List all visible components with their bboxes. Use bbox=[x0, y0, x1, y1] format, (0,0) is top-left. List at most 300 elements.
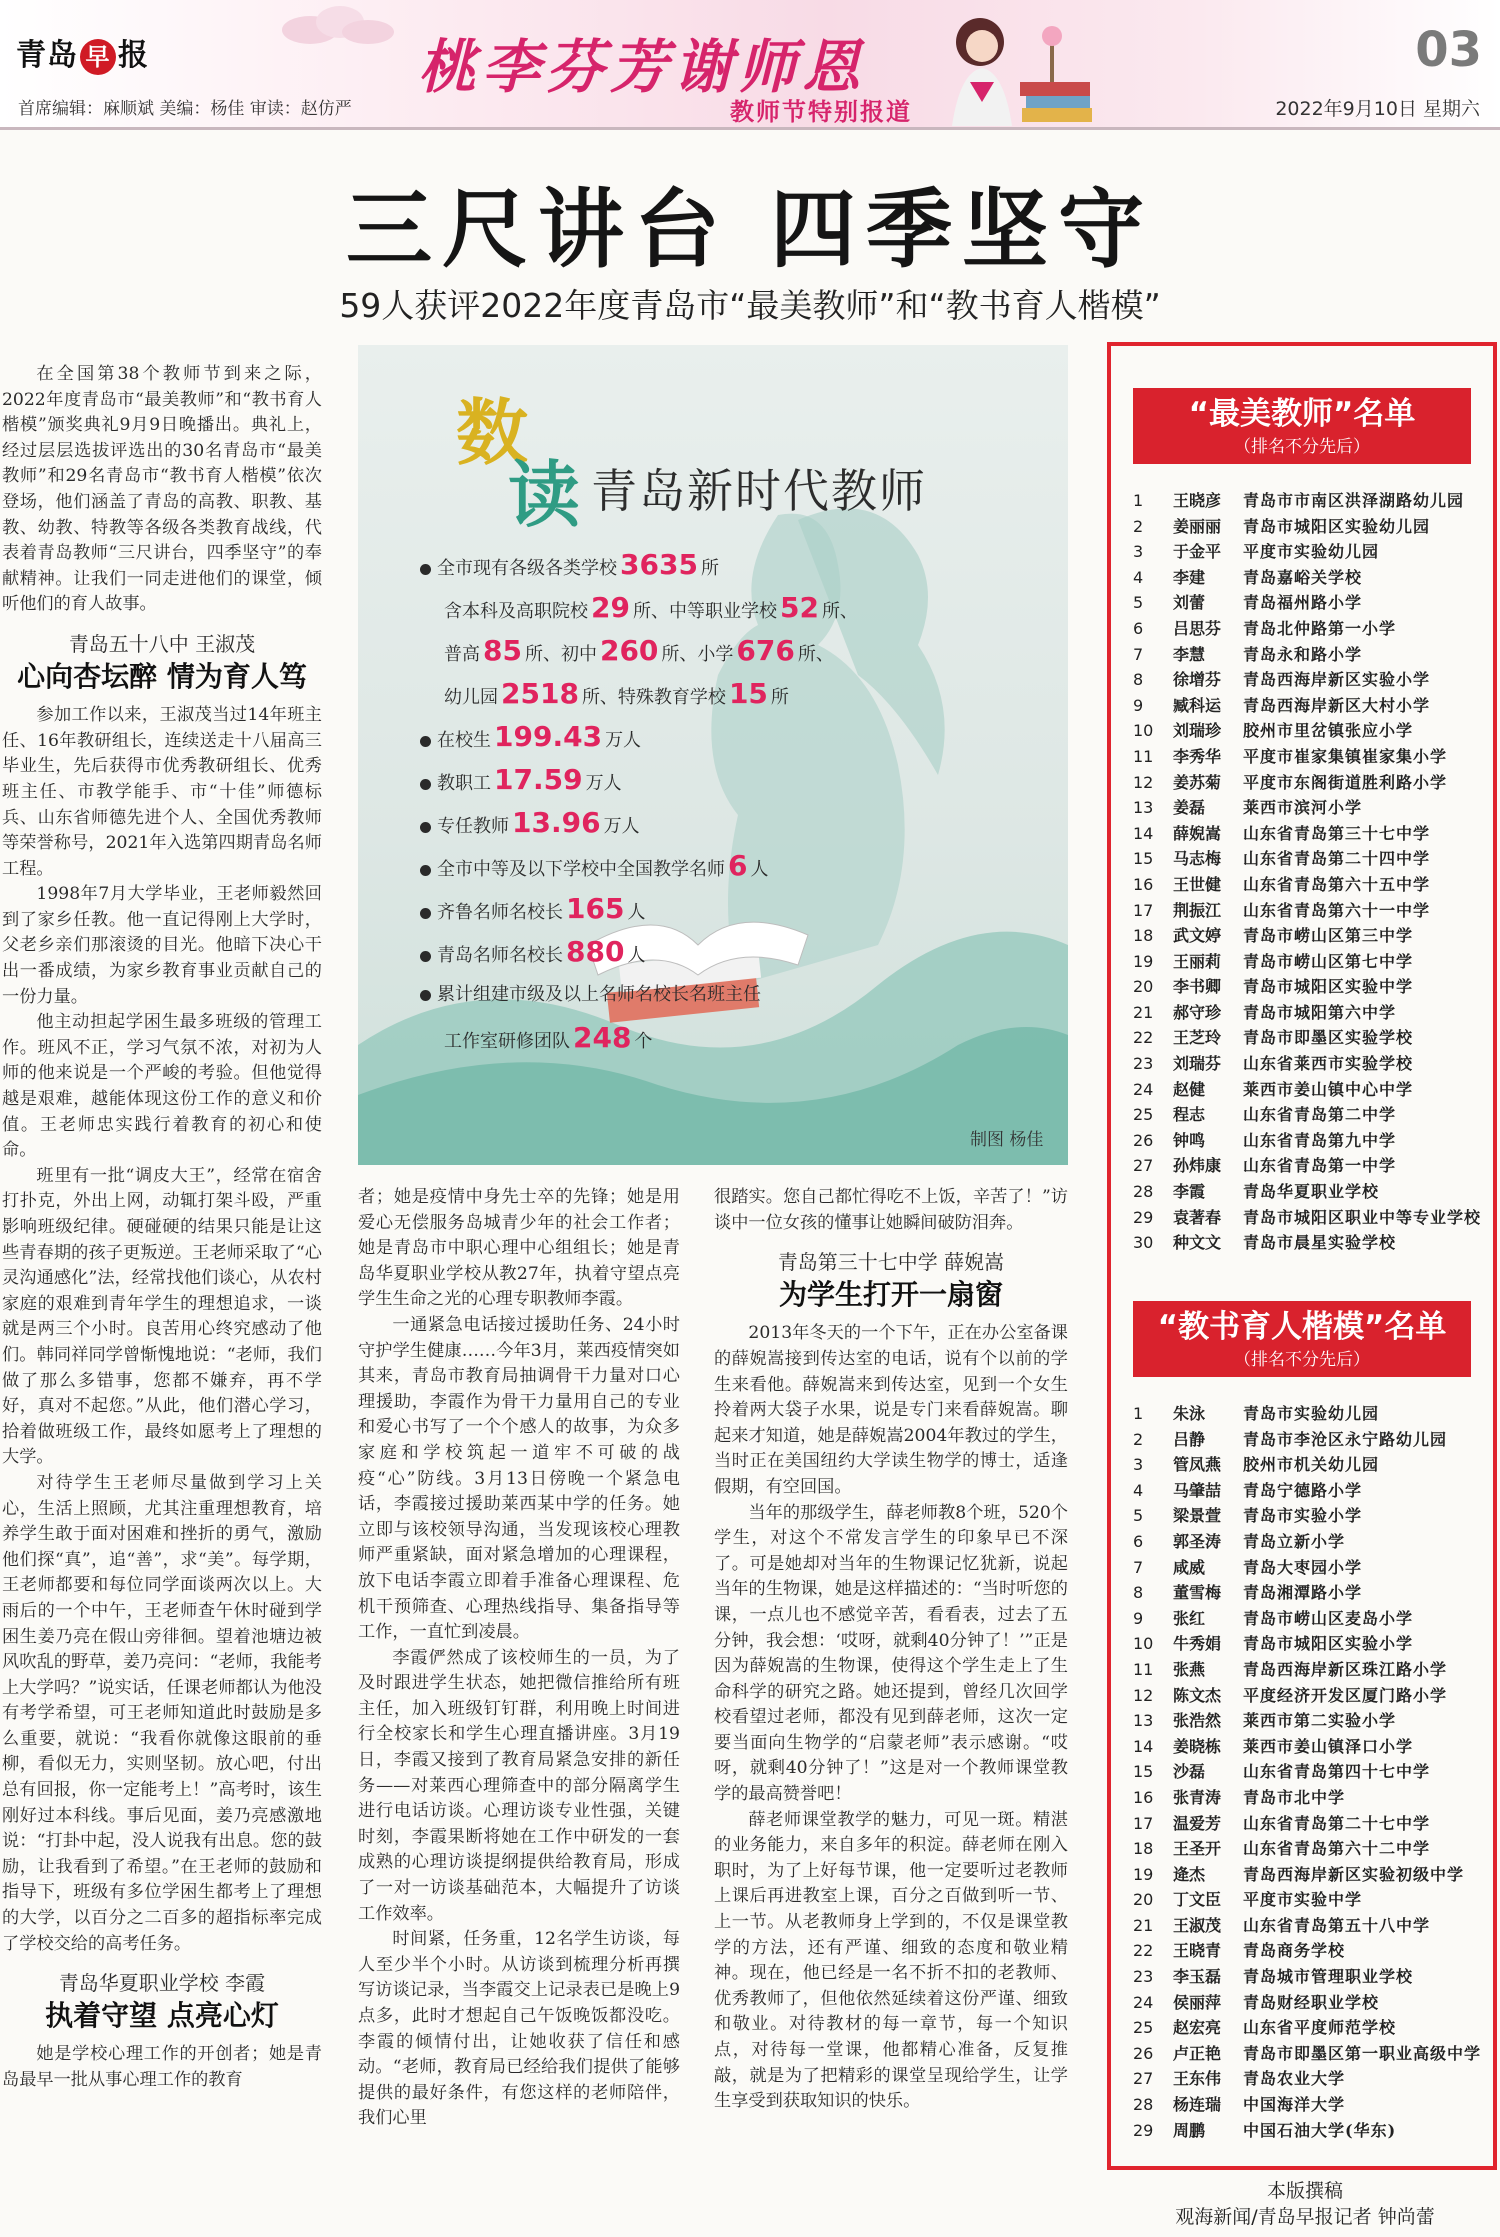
stat-item: 在校生 199.43 万人 bbox=[420, 715, 858, 758]
teacher-name: 赵健 bbox=[1173, 1079, 1206, 1099]
list-item bbox=[1133, 1811, 1493, 1837]
list-number: 10 bbox=[1133, 1634, 1154, 1654]
teacher-name: 于金平 bbox=[1173, 542, 1222, 562]
list-item bbox=[1133, 1683, 1493, 1709]
school-name: 平度经济开发区厦门路小学 bbox=[1243, 1685, 1448, 1705]
school-name: 山东省青岛第一中学 bbox=[1243, 1156, 1397, 1176]
list-number: 7 bbox=[1133, 1557, 1144, 1577]
list-item bbox=[1133, 2092, 1493, 2118]
paragraph: 他主动担起学困生最多班级的管理工作。班风不正，学习气氛不浓，对初为人师的他来说是一个严峻的考验。但他觉得越是艰难，越能体现这份工作的意义和价值。王老师忠实践行着教育的初心和使命。 bbox=[2, 1012, 322, 1161]
teacher-name: 逄杰 bbox=[1173, 1864, 1206, 1884]
stat-item: 专任教师 13.96 万人 bbox=[420, 801, 858, 844]
infographic-panel bbox=[358, 345, 1068, 1165]
list-number: 17 bbox=[1133, 1813, 1154, 1833]
list-item bbox=[1133, 1759, 1493, 1785]
teacher-name: 姜晓栋 bbox=[1173, 1736, 1222, 1756]
list-number: 29 bbox=[1133, 2120, 1154, 2140]
list-item bbox=[1133, 898, 1493, 924]
school-name: 青岛市崂山区麦岛小学 bbox=[1243, 1608, 1414, 1628]
list-number: 15 bbox=[1133, 1762, 1154, 1782]
teacher-name: 咸威 bbox=[1173, 1557, 1206, 1577]
list-item bbox=[1133, 2066, 1493, 2092]
list-number: 2 bbox=[1133, 516, 1144, 536]
list-item bbox=[1133, 1077, 1493, 1103]
stat-item: 全市中等及以下学校中全国教学名师 6 人 bbox=[420, 844, 858, 887]
honor-lists-panel bbox=[1107, 342, 1497, 2170]
school-name: 青岛西海岸新区大村小学 bbox=[1243, 695, 1431, 715]
list-item bbox=[1133, 1938, 1493, 1964]
list-number: 24 bbox=[1133, 1992, 1154, 2012]
list-number: 1 bbox=[1133, 1404, 1144, 1423]
list-number: 19 bbox=[1133, 1864, 1154, 1884]
paragraph: 对待学生王老师尽量做到学习上关心，生活上照顾，尤其注重理想教育，培养学生敢于面对困难和挫折的勇气，激励他们探“真”，追“善”，求“美”。每学期，王老师都要和每位同学面谈两次以上。大雨后的一个中午，王老师查午休时碰到学困生姜乃亮在假山旁徘徊。望着池塘边被风吹乱的野草，姜乃亮问：“老师，我能考上大学吗？”说实话，任课老师都认为他没有考学希望，可王老师知道此时鼓励是多么重要，就说：“我看你就像这眼前的垂柳，看似无力，实则坚韧。放心吧，付出总有回报，你一定能考上！”高考时，该生刚好过本科线。事后见面，姜乃亮感激地说：“打卦中起，没人说我有出息。您的鼓励，让我看到了希望。”在王老师的鼓励和指导下，班级有多位学困生都考上了理想的大学，以百分之二百多的超指标率完成了学校交给的高考任务。 bbox=[2, 1472, 322, 1954]
list-number: 16 bbox=[1133, 1787, 1154, 1807]
teacher-name: 马肇喆 bbox=[1173, 1480, 1222, 1500]
teacher-name: 王世健 bbox=[1173, 874, 1222, 894]
teacher-name: 郝守珍 bbox=[1173, 1002, 1222, 1022]
paragraph: 参加工作以来，王淑茂当过14年班主任、16年教研组长，连续送走十八届高三毕业生，先后获得市优秀教研组长、优秀班主任、市教学能手、市“十佳”师德标兵、山东省师德先进个人、全国优秀教师等荣誉称号，2021年入选第四期青岛名师工程。 bbox=[2, 705, 322, 879]
list-number: 10 bbox=[1133, 721, 1154, 741]
school-name: 青岛湘潭路小学 bbox=[1243, 1583, 1363, 1603]
school-name: 青岛市李沧区永宁路幼儿园 bbox=[1243, 1429, 1448, 1449]
school-name: 青岛大枣园小学 bbox=[1243, 1557, 1363, 1577]
list-item bbox=[1133, 846, 1493, 872]
school-name: 山东省平度师范学校 bbox=[1243, 2018, 1397, 2038]
list-item bbox=[1133, 1102, 1493, 1128]
school-name: 青岛立新小学 bbox=[1243, 1531, 1346, 1551]
masthead bbox=[0, 0, 1500, 127]
list-number: 3 bbox=[1133, 542, 1144, 562]
teacher-name: 马志梅 bbox=[1173, 849, 1222, 869]
school-name: 青岛市城阳区实验中学 bbox=[1243, 977, 1414, 997]
school-name: 山东省青岛第三十七中学 bbox=[1243, 823, 1431, 843]
list-number: 18 bbox=[1133, 926, 1154, 946]
teacher-name: 荆振江 bbox=[1173, 900, 1222, 920]
school-name: 青岛市城阳区职业中等专业学校 bbox=[1243, 1207, 1482, 1227]
list-number: 23 bbox=[1133, 1054, 1154, 1074]
list-number: 5 bbox=[1133, 1506, 1144, 1526]
school-name: 青岛市实验小学 bbox=[1243, 1506, 1363, 1526]
teacher-name: 姜磊 bbox=[1173, 798, 1206, 818]
infographic-title-char-2: 读 bbox=[508, 453, 581, 537]
school-name: 青岛西海岸新区实验初级中学 bbox=[1243, 1864, 1465, 1884]
list-item bbox=[1133, 1990, 1493, 2016]
teacher-name: 牛秀娟 bbox=[1173, 1634, 1222, 1654]
list-number: 21 bbox=[1133, 1915, 1154, 1935]
list-item bbox=[1133, 1478, 1493, 1504]
teacher-name: 武文婷 bbox=[1173, 926, 1222, 946]
list-item bbox=[1133, 642, 1493, 668]
school-name: 莱西市滨河小学 bbox=[1243, 798, 1363, 818]
school-name: 平度市实验中学 bbox=[1243, 1890, 1363, 1910]
list-item bbox=[1133, 1785, 1493, 1811]
list-item bbox=[1133, 693, 1493, 719]
graphic-credit: 制图 杨佳 bbox=[970, 1130, 1044, 1150]
school-name: 胶州市里岔镇张应小学 bbox=[1243, 721, 1414, 741]
school-name: 山东省莱西市实验学校 bbox=[1243, 1054, 1414, 1074]
teacher-name: 陈文杰 bbox=[1173, 1685, 1222, 1705]
list-number: 26 bbox=[1133, 1130, 1154, 1150]
teacher-name: 李玉磊 bbox=[1173, 1967, 1222, 1987]
article-column-2 bbox=[358, 1185, 680, 2132]
list-number: 12 bbox=[1133, 1685, 1154, 1705]
list-number: 6 bbox=[1133, 618, 1144, 638]
stat-item: 教职工 17.59 万人 bbox=[420, 758, 858, 801]
school-name: 山东省青岛第二十四中学 bbox=[1243, 849, 1431, 869]
list-number: 26 bbox=[1133, 2043, 1154, 2063]
teacher-name: 姜苏菊 bbox=[1173, 772, 1222, 792]
stat-item: 普高 85 所、初中 260 所、小学 676 所、 bbox=[444, 634, 834, 667]
list-item bbox=[1133, 1205, 1493, 1231]
teacher-name: 吕静 bbox=[1173, 1429, 1206, 1449]
list-number: 14 bbox=[1133, 823, 1154, 843]
list-number: 6 bbox=[1133, 1531, 1144, 1551]
most-beautiful-teachers-list bbox=[1133, 488, 1493, 1256]
list-number: 7 bbox=[1133, 644, 1144, 664]
teacher-name: 周鹏 bbox=[1173, 2120, 1206, 2140]
teacher-name: 张红 bbox=[1173, 1608, 1206, 1628]
paragraph: 李霞俨然成了该校师生的一员，为了及时跟进学生状态，她把微信推给所有班主任，加入班级钉钉群，利用晚上时间进行全校家长和学生心理直播讲座。3月19日，李霞又接到了教育局紧急安排的新任务——对莱西心理筛查中的部分隔离学生进行电话访谈。心理访谈专业性强，关键时刻，李霞果断将她在工作中研发的一套成熟的心理访谈提纲提供给教育局，形成了一对一访谈基础范本，大幅提升了访谈工作效率。 bbox=[358, 1647, 680, 1924]
school-name: 平度市实验幼儿园 bbox=[1243, 542, 1380, 562]
page-headline: 三尺讲台 四季坚守 bbox=[346, 179, 1154, 280]
list-item bbox=[1133, 2118, 1493, 2144]
school-name: 青岛市城阳第六中学 bbox=[1243, 1002, 1397, 1022]
teacher-name: 臧科运 bbox=[1173, 695, 1222, 715]
list-number: 27 bbox=[1133, 1156, 1154, 1176]
list-number: 15 bbox=[1133, 849, 1154, 869]
school-name: 青岛市城阳区实验幼儿园 bbox=[1243, 516, 1431, 536]
list-item bbox=[1133, 718, 1493, 744]
stat-item: 累计组建市级及以上名师名校长名班主任 bbox=[420, 973, 858, 1016]
list-number: 23 bbox=[1133, 1967, 1154, 1987]
list-item bbox=[1133, 1153, 1493, 1179]
teacher-name: 张青涛 bbox=[1173, 1787, 1222, 1807]
teacher-name: 孙炜康 bbox=[1173, 1156, 1222, 1176]
school-name: 平度市崔家集镇崔家集小学 bbox=[1243, 746, 1448, 766]
list-number: 1 bbox=[1133, 491, 1144, 510]
list-number: 27 bbox=[1133, 2069, 1154, 2089]
teacher-name: 程志 bbox=[1173, 1105, 1206, 1125]
stat-item: 全市现有各级各类学校 3635 所 bbox=[420, 543, 858, 586]
teacher-name: 王圣开 bbox=[1173, 1839, 1222, 1859]
list-item bbox=[1133, 1128, 1493, 1154]
article-heading: 为学生打开一扇窗 bbox=[778, 1277, 1003, 1311]
teacher-name: 朱泳 bbox=[1173, 1404, 1206, 1423]
teacher-name: 张燕 bbox=[1173, 1659, 1206, 1679]
teacher-name: 薛婗嵩 bbox=[1173, 823, 1222, 843]
teacher-name: 梁景萱 bbox=[1173, 1506, 1222, 1526]
school-name: 青岛永和路小学 bbox=[1243, 644, 1363, 664]
list-item bbox=[1133, 1555, 1493, 1581]
school-name: 青岛市城阳区实验小学 bbox=[1243, 1634, 1414, 1654]
teacher-name: 袁著春 bbox=[1173, 1207, 1222, 1227]
masthead-divider bbox=[0, 127, 1500, 130]
list-item bbox=[1133, 872, 1493, 898]
teacher-name: 刘瑞珍 bbox=[1173, 721, 1222, 741]
stats-list bbox=[420, 543, 858, 1059]
article-heading: 心向杏坛醉 情为育人笃 bbox=[17, 659, 307, 693]
school-name: 莱西市第二实验小学 bbox=[1243, 1711, 1397, 1731]
list-item bbox=[1133, 1401, 1493, 1427]
list-item bbox=[1133, 1913, 1493, 1939]
list-number: 22 bbox=[1133, 1941, 1154, 1961]
list-item bbox=[1133, 1887, 1493, 1913]
list-number: 17 bbox=[1133, 900, 1154, 920]
article-column-3 bbox=[714, 1185, 1068, 2115]
list-item bbox=[1133, 2015, 1493, 2041]
bullet-icon bbox=[420, 951, 431, 962]
article-byline: 青岛华夏职业学校 李霞 bbox=[58, 1971, 266, 1996]
school-name: 青岛北仲路第一小学 bbox=[1243, 618, 1397, 638]
bullet-icon bbox=[420, 865, 431, 876]
list-item bbox=[1133, 1657, 1493, 1683]
list-item bbox=[1133, 949, 1493, 975]
list-item bbox=[1133, 667, 1493, 693]
list-number: 3 bbox=[1133, 1455, 1144, 1475]
list-number: 9 bbox=[1133, 1608, 1144, 1628]
list-item bbox=[1133, 744, 1493, 770]
list-item bbox=[1133, 1606, 1493, 1632]
school-name: 青岛华夏职业学校 bbox=[1243, 1182, 1380, 1202]
school-name: 青岛市实验幼儿园 bbox=[1243, 1404, 1380, 1423]
school-name: 莱西市姜山镇中心中学 bbox=[1243, 1079, 1414, 1099]
list-item bbox=[1133, 770, 1493, 796]
school-name: 青岛农业大学 bbox=[1243, 2069, 1346, 2089]
list-item bbox=[1133, 1000, 1493, 1026]
school-name: 青岛福州路小学 bbox=[1243, 593, 1363, 613]
bullet-icon bbox=[420, 908, 431, 919]
article-heading: 执着守望 点亮心灯 bbox=[45, 1998, 279, 2032]
paragraph: 一通紧急电话接过援助任务、24小时守护学生健康……今年3月，莱西疫情突如其来，青岛市教育局抽调骨干力量对口心理援助，李霞作为骨干力量用自己的专业和爱心书写了一个个感人的故事，为众多家庭和学校筑起一道牢不可破的战疫“心”防线。3月13日傍晚一个紧急电话，李霞接过援助莱西某中学的任务。她立即与该校领导沟通，当发现该校心理教师严重紧缺，面对紧急增加的心理课程，放下电话李霞立即着手准备心理课程、危机干预筛查、心理热线指导、集备指导等工作，一直忙到凌晨。 bbox=[358, 1314, 680, 1643]
bullet-icon bbox=[420, 564, 431, 575]
school-name: 青岛市崂山区第三中学 bbox=[1243, 926, 1414, 946]
teacher-name: 吕思芬 bbox=[1173, 618, 1222, 638]
list-item bbox=[1133, 539, 1493, 565]
teacher-name: 刘瑞芬 bbox=[1173, 1054, 1222, 1074]
list-number: 25 bbox=[1133, 1105, 1154, 1125]
teacher-name: 种文文 bbox=[1173, 1233, 1222, 1253]
article-column-1 bbox=[0, 362, 322, 2094]
infographic-title: 青岛新时代教师 bbox=[591, 464, 927, 518]
list-item bbox=[1133, 488, 1493, 514]
teacher-name: 杨连瑞 bbox=[1173, 2095, 1222, 2115]
paragraph: 时间紧，任务重，12名学生访谈，每人至少半个小时。从访谈到梳理分析再撰写访谈记录，当李霞交上记录表已是晚上9点多，此时才想起自己午饭晚饭都没吃。李霞的倾情付出，让她收获了信任和感动。“老师，教育局已经给我们提供了能够提供的最好条件，有您这样的老师陪伴，我们心里 bbox=[358, 1929, 680, 2129]
teacher-name: 刘蕾 bbox=[1173, 593, 1206, 613]
list-header-model-educators: “教书育人楷模”名单 （排名不分先后） bbox=[1133, 1301, 1471, 1377]
school-name: 青岛西海岸新区实验小学 bbox=[1243, 670, 1431, 690]
list-number: 5 bbox=[1133, 593, 1144, 613]
list-item bbox=[1133, 821, 1493, 847]
list-number: 8 bbox=[1133, 670, 1144, 690]
list-number: 20 bbox=[1133, 977, 1154, 997]
teacher-name: 王晓彦 bbox=[1173, 491, 1222, 510]
page-subheadline: 59人获评2022年度青岛市“最美教师”和“教书育人楷模” bbox=[339, 286, 1161, 325]
list-item bbox=[1133, 1179, 1493, 1205]
teacher-name: 徐增芬 bbox=[1173, 670, 1222, 690]
school-name: 青岛嘉峪关学校 bbox=[1243, 567, 1363, 587]
intro-paragraph: 在全国第38个教师节到来之际，2022年度青岛市“最美教师”和“教书育人楷模”颁奖典礼9月9日晚播出。典礼上，经过层层选拔评选出的30名青岛市“最美教师”和29名青岛市“教书育人楷模”依次登场，他们涵盖了青岛的高教、职教、基教、幼教、特教等各级各类教育战线，代表着青岛教师“三尺讲台，四季坚守”的奉献精神。让我们一同走进他们的课堂，倾听他们的育人故事。 bbox=[2, 364, 322, 615]
list-number: 28 bbox=[1133, 1182, 1154, 1202]
paragraph: 很踏实。您自己都忙得吃不上饭，辛苦了！”访谈中一位女孩的懂事让她瞬间破防泪奔。 bbox=[714, 1187, 1068, 1233]
teacher-name: 李建 bbox=[1173, 567, 1206, 587]
list-item bbox=[1133, 1734, 1493, 1760]
list-number: 20 bbox=[1133, 1890, 1154, 1910]
teacher-name: 李书卿 bbox=[1173, 977, 1222, 997]
list-item bbox=[1133, 974, 1493, 1000]
teacher-name: 王东伟 bbox=[1173, 2069, 1222, 2089]
list-number: 24 bbox=[1133, 1079, 1154, 1099]
list-number: 25 bbox=[1133, 2018, 1154, 2038]
list-item bbox=[1133, 1025, 1493, 1051]
teacher-name: 温爱芳 bbox=[1173, 1813, 1222, 1833]
school-name: 山东省青岛第二中学 bbox=[1243, 1105, 1397, 1125]
model-educators-list bbox=[1133, 1401, 1493, 2143]
bullet-icon bbox=[420, 822, 431, 833]
teacher-name: 董雪梅 bbox=[1173, 1583, 1222, 1603]
school-name: 平度市东阁街道胜利路小学 bbox=[1243, 772, 1448, 792]
list-number: 13 bbox=[1133, 1711, 1154, 1731]
list-number: 21 bbox=[1133, 1002, 1154, 1022]
list-number: 18 bbox=[1133, 1839, 1154, 1859]
bullet-icon bbox=[420, 990, 431, 1001]
issue-date: 2022年9月10日 星期六 bbox=[1275, 98, 1480, 120]
list-item bbox=[1133, 923, 1493, 949]
teacher-name: 郭圣涛 bbox=[1173, 1531, 1222, 1551]
paragraph: 当年的那级学生，薛老师教8个班，520个学生，对这个不常发言学生的印象早已不深了。可是她却对当年的生物课记忆犹新，说起当年的生物课，她是这样描述的：“当时听您的课，一点儿也不感觉辛苦，看看表，过去了五分钟，我会想：‘哎呀，就剩40分钟了！’”正是因为薛婗嵩的生物课，使得这个学生走上了生命科学的研究之路。她还提到，曾经几次回学校看望过老师，都没有见到薛老师，这次一定要当面向生物学的“启蒙老师”表示感谢。“哎呀，就剩40分钟了！”这是对一个教师课堂教学的最高赞誉吧！ bbox=[714, 1502, 1068, 1805]
teacher-name: 李秀华 bbox=[1173, 746, 1222, 766]
list-number: 11 bbox=[1133, 1659, 1154, 1679]
paragraph: 班里有一批“调皮大王”，经常在宿舍打扑克，外出上网，动辄打架斗殴，严重影响班级纪律。硬碰硬的结果只能是让这些青春期的孩子更叛逆。王老师采取了“心灵沟通感化”法，经常找他们谈心，从农村家庭的艰难到青年学生的理想追求，一谈就是两三个小时。良苦用心终究感动了他们。韩同祥同学曾惭愧地说：“老师，我们做了那么多错事，您都不嫌弃，再不学好，真对不起您。”从此，他们潜心学习，拾着做班级工作，最终如愿考上了理想的大学。 bbox=[2, 1165, 322, 1468]
list-item bbox=[1133, 1964, 1493, 1990]
editors-line: 首席编辑：麻顺斌 美编：杨佳 审读：赵仿严 bbox=[18, 99, 352, 119]
school-name: 胶州市机关幼儿园 bbox=[1243, 1455, 1380, 1475]
list-number: 22 bbox=[1133, 1028, 1154, 1048]
teacher-name: 王晓青 bbox=[1173, 1941, 1222, 1961]
article-byline: 青岛五十八中 王淑茂 bbox=[68, 631, 256, 656]
school-name: 青岛市即墨区第一职业高级中学 bbox=[1243, 2043, 1482, 2063]
teacher-name: 王丽莉 bbox=[1173, 951, 1222, 971]
list-number: 4 bbox=[1133, 1480, 1144, 1500]
teacher-name: 管凤燕 bbox=[1173, 1455, 1222, 1475]
school-name: 青岛城市管理职业学校 bbox=[1243, 1967, 1414, 1987]
stat-item: 含本科及高职院校 29 所、中等职业学校 52 所、 bbox=[444, 591, 858, 624]
school-name: 山东省青岛第四十七中学 bbox=[1243, 1762, 1431, 1782]
list-number: 4 bbox=[1133, 567, 1144, 587]
page-number: 03 bbox=[1415, 22, 1482, 78]
list-item bbox=[1133, 1580, 1493, 1606]
list-item bbox=[1133, 1862, 1493, 1888]
list-header-most-beautiful-teachers: “最美教师”名单 （排名不分先后） bbox=[1133, 388, 1471, 464]
list-item bbox=[1133, 795, 1493, 821]
list-item bbox=[1133, 1230, 1493, 1256]
list-number: 11 bbox=[1133, 746, 1154, 766]
stat-item: 青岛名师名校长 880 人 bbox=[420, 930, 858, 973]
list-number: 19 bbox=[1133, 951, 1154, 971]
school-name: 青岛市即墨区实验学校 bbox=[1243, 1028, 1414, 1048]
stat-item: 工作室研修团队 248 个 bbox=[444, 1021, 653, 1054]
list-item bbox=[1133, 1503, 1493, 1529]
list-number: 16 bbox=[1133, 874, 1154, 894]
bullet-icon bbox=[420, 736, 431, 747]
teacher-name: 张浩然 bbox=[1173, 1711, 1222, 1731]
school-name: 青岛西海岸新区珠江路小学 bbox=[1243, 1659, 1448, 1679]
paper-logo: 青岛 早 报 bbox=[16, 38, 149, 73]
teacher-name: 丁文臣 bbox=[1173, 1890, 1222, 1910]
cloud-decoration-icon bbox=[280, 0, 400, 60]
list-number: 29 bbox=[1133, 1207, 1154, 1227]
list-number: 12 bbox=[1133, 772, 1154, 792]
bullet-icon bbox=[420, 779, 431, 790]
teacher-name: 李慧 bbox=[1173, 644, 1206, 664]
list-number: 30 bbox=[1133, 1233, 1154, 1253]
school-name: 青岛市崂山区第七中学 bbox=[1243, 951, 1414, 971]
list-item bbox=[1133, 1452, 1493, 1478]
paragraph: 者；她是疫情中身先士卒的先锋；她是用爱心无偿服务岛城青少年的社会工作者；她是青岛市中职心理中心组组长；她是青岛华夏职业学校从教27年，执着守望点亮学生生命之光的心理专职教师李霞。 bbox=[358, 1187, 680, 1310]
teacher-name: 王淑茂 bbox=[1173, 1915, 1222, 1935]
list-item bbox=[1133, 1631, 1493, 1657]
school-name: 青岛财经职业学校 bbox=[1243, 1992, 1380, 2012]
list-item bbox=[1133, 2041, 1493, 2067]
school-name: 青岛市市南区洪泽湖路幼儿园 bbox=[1243, 491, 1465, 510]
school-name: 山东省青岛第六十五中学 bbox=[1243, 874, 1431, 894]
list-item bbox=[1133, 1051, 1493, 1077]
school-name: 山东省青岛第九中学 bbox=[1243, 1130, 1397, 1150]
article-byline: 青岛第三十七中学 薛婗嵩 bbox=[777, 1250, 1005, 1275]
special-report-label: 教师节特别报道 bbox=[730, 98, 912, 126]
teacher-name: 卢正艳 bbox=[1173, 2043, 1222, 2063]
teacher-name: 沙磊 bbox=[1173, 1762, 1206, 1782]
list-number: 28 bbox=[1133, 2095, 1154, 2115]
school-name: 中国石油大学(华东) bbox=[1243, 2120, 1397, 2140]
school-name: 青岛市晨星实验学校 bbox=[1243, 1233, 1397, 1253]
teacher-illustration-icon bbox=[900, 2, 1100, 126]
list-item bbox=[1133, 590, 1493, 616]
school-name: 青岛商务学校 bbox=[1243, 1941, 1346, 1961]
theme-title: 桃李芬芳谢师恩 bbox=[418, 33, 867, 101]
infographic-title-char-1: 数 bbox=[456, 391, 529, 475]
school-name: 莱西市姜山镇泽口小学 bbox=[1243, 1736, 1414, 1756]
list-item bbox=[1133, 1529, 1493, 1555]
page-credit: 本版撰稿 观海新闻/青岛早报记者 钟尚蕾 bbox=[1175, 2180, 1435, 2228]
list-item bbox=[1133, 1427, 1493, 1453]
list-item bbox=[1133, 1708, 1493, 1734]
stat-item: 幼儿园 2518 所、特殊教育学校 15 所 bbox=[444, 677, 789, 710]
school-name: 青岛市北中学 bbox=[1243, 1787, 1346, 1807]
list-number: 8 bbox=[1133, 1583, 1144, 1603]
teacher-name: 侯丽萍 bbox=[1173, 1992, 1222, 2012]
stat-item: 齐鲁名师名校长 165 人 bbox=[420, 887, 858, 930]
teacher-name: 李霞 bbox=[1173, 1182, 1206, 1202]
teacher-name: 赵宏亮 bbox=[1173, 2018, 1222, 2038]
list-number: 2 bbox=[1133, 1429, 1144, 1449]
school-name: 山东省青岛第二十七中学 bbox=[1243, 1813, 1431, 1833]
school-name: 山东省青岛第五十八中学 bbox=[1243, 1915, 1431, 1935]
school-name: 山东省青岛第六十二中学 bbox=[1243, 1839, 1431, 1859]
paragraph: 1998年7月大学毕业，王老师毅然回到了家乡任教。他一直记得刚上大学时，父老乡亲们那滚烫的目光。他暗下决心干出一番成绩，为家乡教育事业贡献自己的一份力量。 bbox=[2, 884, 322, 1007]
teacher-name: 王芝玲 bbox=[1173, 1028, 1222, 1048]
paragraph: 2013年冬天的一个下午，正在办公室备课的薛婗嵩接到传达室的电话，说有个以前的学生来看他。薛婗嵩来到传达室，见到一个女生拎着两大袋子水果，说是专门来看薛婗嵩。聊起来才知道，她是薛婗嵩2004年教过的学生，当时正在美国纽约大学读生物学的博士，适逢假期，有空回国。 bbox=[714, 1323, 1068, 1497]
paragraph: 薛老师课堂教学的魅力，可见一斑。精湛的业务能力，来自多年的积淀。薛老师在刚入职时，为了上好每节课，他一定要听过老教师上课后再进教室上课，百分之百做到听一节、上一节。从老教师身上学到的，不仅是课堂教学的方法，还有严谨、细致的态度和敬业精神。现在，他已经是一名不折不扣的老教师、优秀教师了，但他依然延续着这份严谨、细致和敬业。对待教材的每一章节，每一个知识点，对待每一堂课，他都精心准备，反复推敲，就是为了把精彩的课堂呈现给学生，让学生享受到获取知识的快乐。 bbox=[714, 1809, 1068, 2112]
list-number: 9 bbox=[1133, 695, 1144, 715]
list-number: 13 bbox=[1133, 798, 1154, 818]
list-item bbox=[1133, 514, 1493, 540]
list-item bbox=[1133, 565, 1493, 591]
school-name: 青岛宁德路小学 bbox=[1243, 1480, 1363, 1500]
list-item bbox=[1133, 616, 1493, 642]
school-name: 山东省青岛第六十一中学 bbox=[1243, 900, 1431, 920]
teacher-name: 姜丽丽 bbox=[1173, 516, 1222, 536]
list-number: 14 bbox=[1133, 1736, 1154, 1756]
